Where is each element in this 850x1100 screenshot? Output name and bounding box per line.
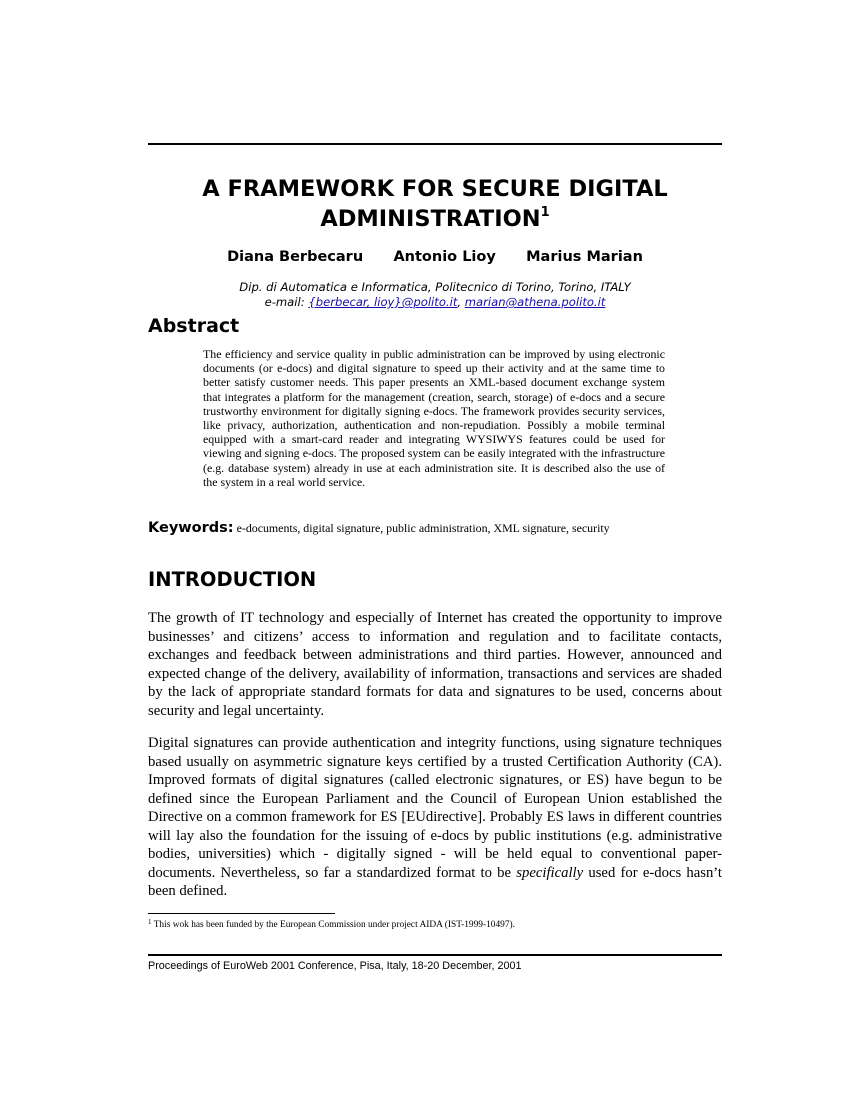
email-label: e-mail: xyxy=(264,295,305,309)
introduction-paragraph-1: The growth of IT technology and especially of Internet has created the opportunity to improve businesses’ and citizens’ access to information and regulation and to facilitate contacts, exchanges and feedback between administrations and third parties. However, announced and expected change of the delivery, availability of information, transactions and services are shaded by the lack of appropriate standard formats for data and signatures to be used, concerns about security and legal uncertainty. xyxy=(148,610,722,719)
introduction-heading: INTRODUCTION xyxy=(148,568,317,591)
keywords-label: Keywords: xyxy=(148,520,234,536)
paper-title xyxy=(148,174,722,234)
keywords-text: e-documents, digital signature, public administration, XML signature, security xyxy=(236,521,610,535)
email-line xyxy=(148,295,722,310)
author-list xyxy=(148,247,722,267)
email-separator: , xyxy=(457,295,462,309)
affiliation-block xyxy=(148,280,722,310)
abstract-text: The efficiency and service quality in public administration can be improved by using electronic documents (or e-docs) and digital signature to speed up their activity and at the same time to better satisfy customer needs. This paper presents an XML-based document exchange system that integrates a platform for the management (creation, search, storage) of e-docs and a secure trustworthy environment for digitally signing e-docs. The framework provides security services, like privacy, authorization, authentication and non-repudiation. Possibly a mobile terminal equipped with a smart-card reader and integrating WYSIWYS features could be used for viewing and signing e-docs. The proposed system can be easily integrated with the infrastructure (e.g. database system) already in use at each administration site. It is described also the use of the system in a real world service. xyxy=(203,347,665,489)
bottom-rule xyxy=(148,954,722,956)
author-name: Diana Berbecaru xyxy=(227,249,364,265)
page-footer: Proceedings of EuroWeb 2001 Conference, Pisa, Italy, 18-20 December, 2001 xyxy=(148,960,522,972)
top-rule xyxy=(148,143,722,145)
author-name: Marius Marian xyxy=(526,249,643,265)
footnote-text: This wok has been funded by the European Commission under project AIDA (IST-1999-10497). xyxy=(153,920,515,930)
paper-title-text: A FRAMEWORK FOR SECURE DIGITAL ADMINISTRATION xyxy=(202,176,668,232)
emphasized-word: specifically xyxy=(516,864,584,881)
introduction-paragraph-2 xyxy=(148,734,722,901)
footnote xyxy=(148,919,515,931)
paragraph-2-text: Digital signatures can provide authentication and integrity functions, using signature techniques based usually on asymmetric signature keys certified by a trusted Certification Authority (CA). Improved formats of digital signatures (called electronic signatures, or ES) have begun to be defined since the European Parliament and the Council of European Union established the Directive on a common framework for ES [EUdirective]. Probably ES laws in different countries will lay also the foundation for the issuing of e-docs by public institutions (e.g. administrative bodies, universities) which - digitally signed - will be held equal to conventional paper-documents. Nevertheless, so far a standardized format to be xyxy=(148,735,722,881)
keywords-line xyxy=(148,519,610,537)
email-link-authors[interactable]: {berbecar, lioy}@polito.it xyxy=(308,295,458,309)
footnote-mark: 1 xyxy=(148,918,152,926)
author-name: Antonio Lioy xyxy=(393,249,496,265)
abstract-heading: Abstract xyxy=(148,315,240,337)
footnote-rule xyxy=(148,913,335,914)
email-link-marian[interactable]: marian@athena.polito.it xyxy=(464,295,606,309)
paragraph-2-text-end: used for e-docs hasn’t been defined. xyxy=(148,864,723,899)
title-footnote-mark[interactable]: 1 xyxy=(540,205,550,220)
affiliation: Dip. di Automatica e Informatica, Politecnico di Torino, Torino, ITALY xyxy=(239,280,631,294)
